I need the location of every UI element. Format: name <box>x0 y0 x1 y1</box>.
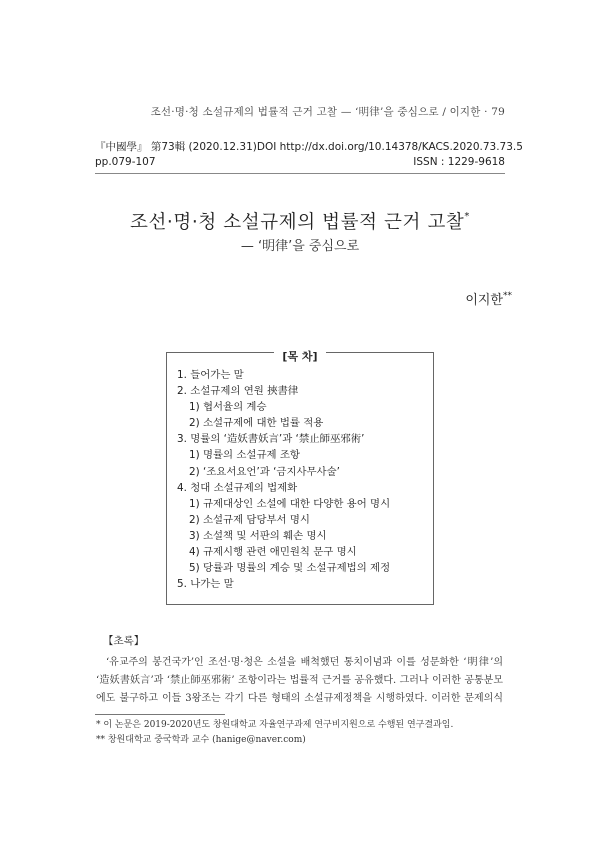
abstract-body <box>96 654 503 709</box>
toc-item: 5. 나가는 말 <box>177 578 234 591</box>
toc-item: 2) 소설규제 담당부서 명시 <box>189 513 310 526</box>
author-name: 이지한 <box>465 293 503 308</box>
title-footnote-mark[interactable]: * <box>464 210 471 222</box>
footnote: ** 창원대학교 중국학과 교수 (hanige@naver.com) <box>96 735 306 745</box>
toc-item: 2) 소설규제에 대한 법률 적용 <box>189 417 324 430</box>
author-footnote-mark[interactable]: ** <box>503 290 512 301</box>
toc-item: 2) ‘조요서요언’과 ‘금지사무사술’ <box>189 465 340 478</box>
toc-list <box>177 367 427 592</box>
issn: ISSN : 1229-9618 <box>413 156 505 168</box>
abstract-label: 【초록】 <box>103 635 145 647</box>
toc-item: 1) 명률의 소설규제 조항 <box>189 449 300 462</box>
toc-heading-text: [목 차] <box>274 350 325 363</box>
footnote-divider <box>95 714 225 715</box>
toc-heading <box>167 345 433 364</box>
author <box>465 289 512 308</box>
toc-item: 4. 청대 소설규제의 법제화 <box>177 481 298 494</box>
toc-item: 1) 규제대상인 소설에 대한 다양한 용어 명시 <box>189 497 391 510</box>
page-range: pp.079-107 <box>95 156 156 168</box>
abstract-line: ‘유교주의 봉건국가’인 조선·명·청은 소설을 배척했던 통치이념과 이를 성문화한 ‘明律’의 <box>106 657 503 668</box>
footnote: * 이 논문은 2019-2020년도 창원대학교 자율연구과제 연구비지원으로 수행된 연구결과임. <box>96 720 454 730</box>
abstract-line: ‘造妖書妖言’과 ‘禁止師巫邪術’ 조항이라는 법률적 근거를 공유했다. 그러나 이러한 공통분모 <box>96 675 503 687</box>
paper-title-text: 조선·명·청 소설규제의 법률적 근거 고찰 <box>129 212 465 233</box>
citation-block <box>95 140 523 170</box>
toc-item: 3) 소설책 및 서판의 훼손 명시 <box>189 529 327 542</box>
paper-title <box>0 208 600 234</box>
toc-item: 2. 소설규제의 연원 挾書律 <box>177 385 299 398</box>
doi-link[interactable]: DOI http://dx.doi.org/10.14378/KACS.2020.73.73.5 <box>256 141 523 153</box>
toc-item: 4) 규제시행 관련 애민원칙 문구 명시 <box>189 546 357 559</box>
toc-item: 1. 들어가는 말 <box>177 369 244 381</box>
table-of-contents <box>166 352 434 605</box>
citation-divider <box>95 173 505 174</box>
footnotes <box>96 718 506 748</box>
running-header: 조선·명·청 소설규제의 법률적 근거 고찰 — ‘明律’을 중심으로 / 이지한 · 79 <box>150 106 505 118</box>
toc-item: 1) 협서율의 계승 <box>189 401 267 414</box>
paper-subtitle: — ‘明律’을 중심으로 <box>240 239 360 254</box>
toc-item: 5) 당률과 명률의 계승 및 소설규제법의 제정 <box>189 562 391 575</box>
journal-issue: 『中國學』 第73輯 (2020.12.31) <box>95 141 257 153</box>
abstract-line: 에도 불구하고 이들 3왕조는 각기 다른 형태의 소설규제정책을 시행하였다. 이러한 문제의식 <box>96 693 503 705</box>
toc-item: 3. 명률의 ‘造妖書妖言’과 ‘禁止師巫邪術’ <box>177 433 365 446</box>
